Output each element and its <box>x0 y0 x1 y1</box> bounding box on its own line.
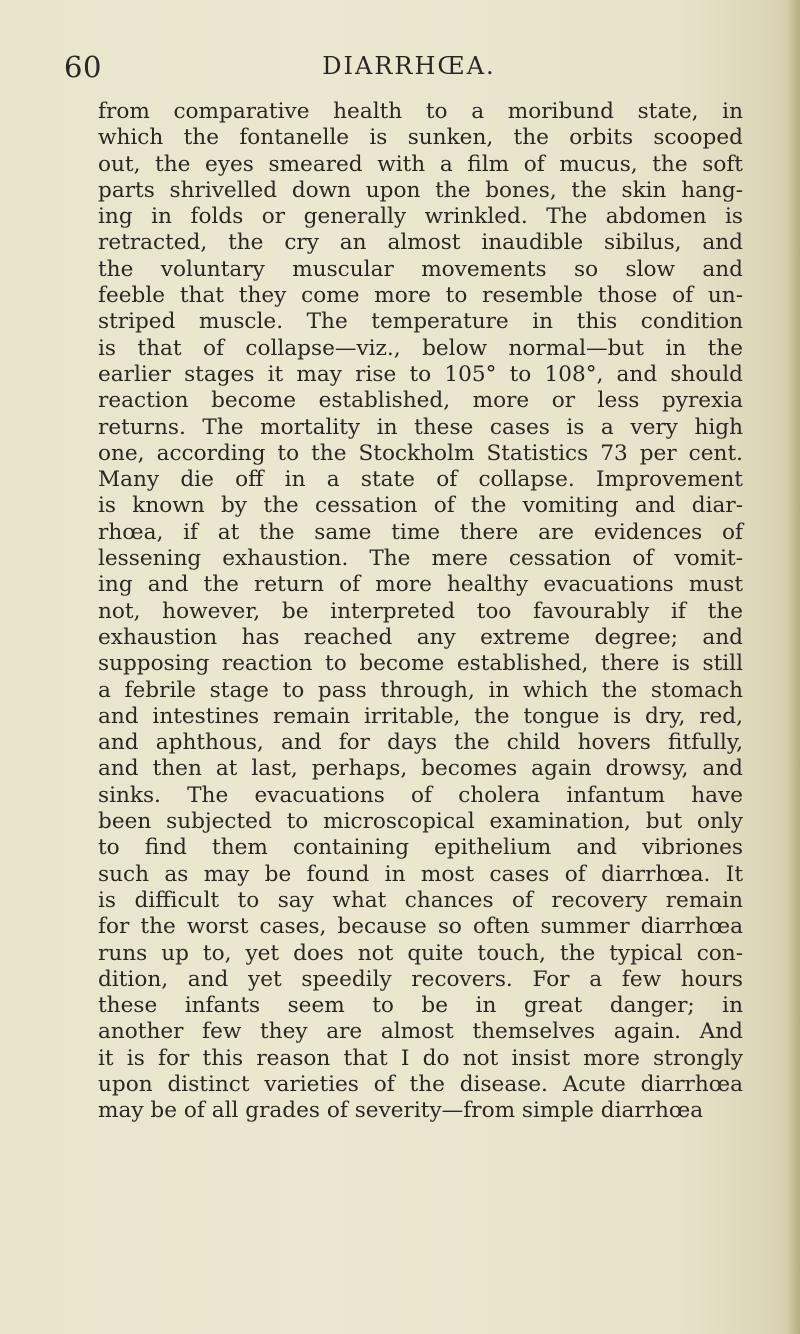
page-header <box>64 50 754 90</box>
text-line: supposing reaction to become established, there is still <box>98 651 743 677</box>
text-line: retracted, the cry an almost inaudible sibilus, and <box>98 230 743 256</box>
text-line: out, the eyes smeared with a film of mucus, the soft <box>98 151 743 177</box>
text-line: sinks. The evacuations of cholera infantum have <box>98 782 743 808</box>
text-line: feeble that they come more to resemble those of un- <box>98 283 743 309</box>
text-line: to find them containing epithelium and vibriones <box>98 835 743 861</box>
text-line: the voluntary muscular movements so slow and <box>98 256 743 282</box>
text-line: and aphthous, and for days the child hovers fitfully, <box>98 730 743 756</box>
page-edge <box>786 0 800 1334</box>
text-line: such as may be found in most cases of diarrhœa. It <box>98 861 743 887</box>
text-line: a febrile stage to pass through, in which the stomach <box>98 677 743 703</box>
text-line: it is for this reason that I do not insist more strongly <box>98 1045 743 1071</box>
text-line: may be of all grades of severity—from simple diarrhœa <box>98 1098 704 1124</box>
text-line: these infants seem to be in great danger; in <box>98 993 743 1019</box>
text-line: is known by the cessation of the vomiting and diar- <box>98 493 743 519</box>
text-line: for the worst cases, because so often summer diarrhœa <box>98 914 743 940</box>
text-line: and intestines remain irritable, the tongue is dry, red, <box>98 703 743 729</box>
text-line: runs up to, yet does not quite touch, the typical con- <box>98 940 743 966</box>
text-line: been subjected to microscopical examination, but only <box>98 809 743 835</box>
text-line: reaction become established, more or less pyrexia <box>98 388 743 414</box>
text-line: and then at last, perhaps, becomes again drowsy, and <box>98 756 743 782</box>
text-line: from comparative health to a moribund state, in <box>98 99 743 124</box>
body-text <box>98 99 743 1125</box>
text-line: one, according to the Stockholm Statistics 73 per cent. <box>98 440 743 466</box>
text-line: returns. The mortality in these cases is a very high <box>98 414 743 440</box>
text-line: which the fontanelle is sunken, the orbits scooped <box>98 125 743 151</box>
text-line: striped muscle. The temperature in this condition <box>98 309 743 335</box>
text-line: earlier stages it may rise to 105° to 108°, and should <box>98 361 743 387</box>
text-line: is that of collapse—viz., below normal—but in the <box>98 335 743 361</box>
text-line: dition, and yet speedily recovers. For a few hours <box>98 966 743 992</box>
text-line: lessening exhaustion. The mere cessation of vomit- <box>98 546 743 572</box>
text-line: Many die off in a state of collapse. Improvement <box>98 467 743 493</box>
text-line: upon distinct varieties of the disease. Acute diarrhœa <box>98 1071 743 1097</box>
running-title: DIARRHŒA. <box>322 52 496 80</box>
text-line: exhaustion has reached any extreme degree; and <box>98 624 743 650</box>
text-line: is difficult to say what chances of recovery remain <box>98 887 743 913</box>
text-line: another few they are almost themselves again. And <box>98 1019 743 1045</box>
text-line: ing in folds or generally wrinkled. The abdomen is <box>98 204 743 230</box>
page-number: 60 <box>64 50 102 84</box>
text-line: ing and the return of more healthy evacuations must <box>98 572 743 598</box>
text-line: not, however, be interpreted too favourably if the <box>98 598 743 624</box>
text-line: rhœa, if at the same time there are evidences of <box>98 519 743 545</box>
text-line: parts shrivelled down upon the bones, the skin hang- <box>98 177 743 203</box>
